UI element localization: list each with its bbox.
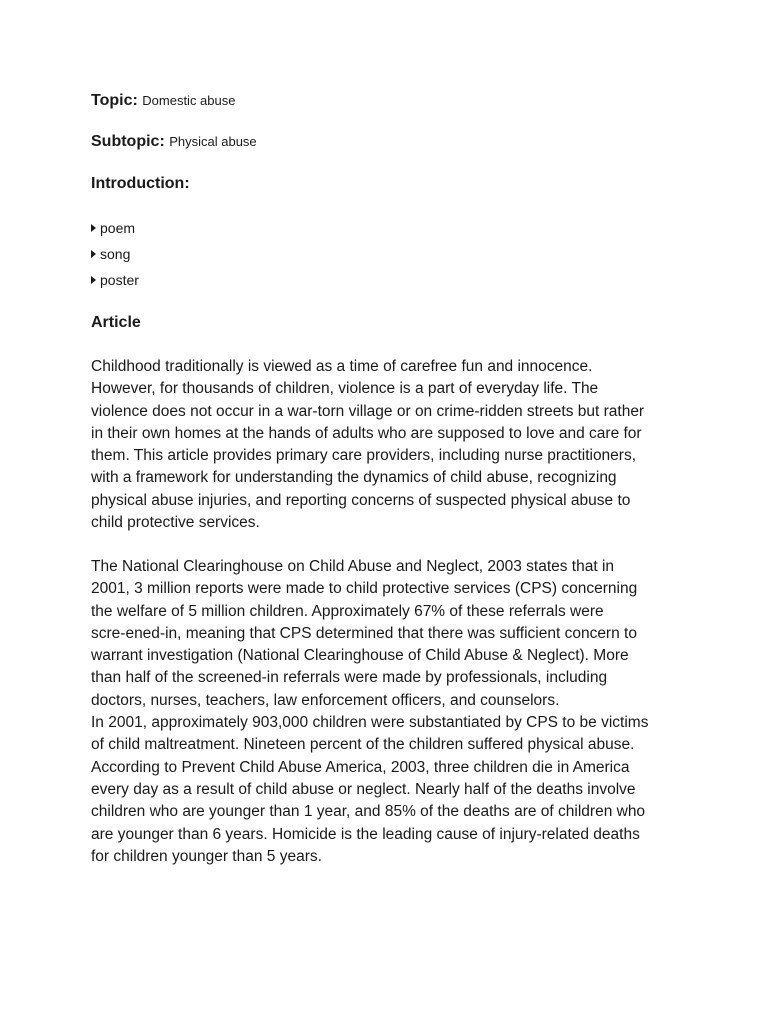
introduction-list (91, 218, 139, 296)
article-paragraph: Childhood traditionally is viewed as a time of carefree fun and innocence. However, for thousands of children, violence is a part of everyday life. The violence does not occur in a war-torn village or on crime-ridden streets but rather in their own homes at the hands of adults who are supposed to love and care for them. This article provides primary care providers, including nurse practitioners, with a framework for understanding the dynamics of child abuse, recognizing physical abuse injuries, and reporting concerns of suspected physical abuse to child protective services. (91, 358, 645, 532)
list-item (91, 270, 139, 296)
triangle-bullet-icon (91, 276, 96, 284)
topic-label: Topic: (91, 92, 138, 109)
subtopic-line (91, 133, 257, 151)
topic-line (91, 92, 235, 110)
article-heading: Article (91, 314, 141, 331)
subtopic-label: Subtopic: (91, 133, 165, 150)
list-item-label: poem (100, 220, 136, 236)
list-item (91, 244, 139, 270)
triangle-bullet-icon (91, 250, 96, 258)
list-item-label: song (100, 246, 131, 262)
introduction-heading: Introduction: (91, 175, 190, 192)
list-item-label: poster (100, 272, 139, 288)
article-paragraph: The National Clearinghouse on Child Abuse and Neglect, 2003 states that in 2001, 3 million reports were made to child protective services (CPS) concerning the welfare of 5 million children. Approximately 67% of these referrals were scre-ened-in, meaning that CPS determined that there was sufficient concern to warrant investigation (National Clearinghouse of Child Abuse & Neglect). More than half of the screened-in referrals were made by professionals, including doctors, nurses, teachers, law enforcement officers, and counselors. In 2001, approximately 903,000 children were substantiated by CPS to be victims of child maltreatment. Nineteen percent of the children suffered physical abuse. According to Prevent Child Abuse America, 2003, three children die in America every day as a result of child abuse or neglect. Nearly half of the deaths involve children who are younger than 1 year, and 85% of the deaths are of children who are younger than 6 years. Homicide is the leading cause of injury-related deaths for children younger than 5 years. (91, 558, 649, 865)
list-item (91, 218, 139, 244)
triangle-bullet-icon (91, 224, 96, 232)
topic-value: Domestic abuse (142, 93, 236, 108)
subtopic-value: Physical abuse (169, 134, 257, 149)
